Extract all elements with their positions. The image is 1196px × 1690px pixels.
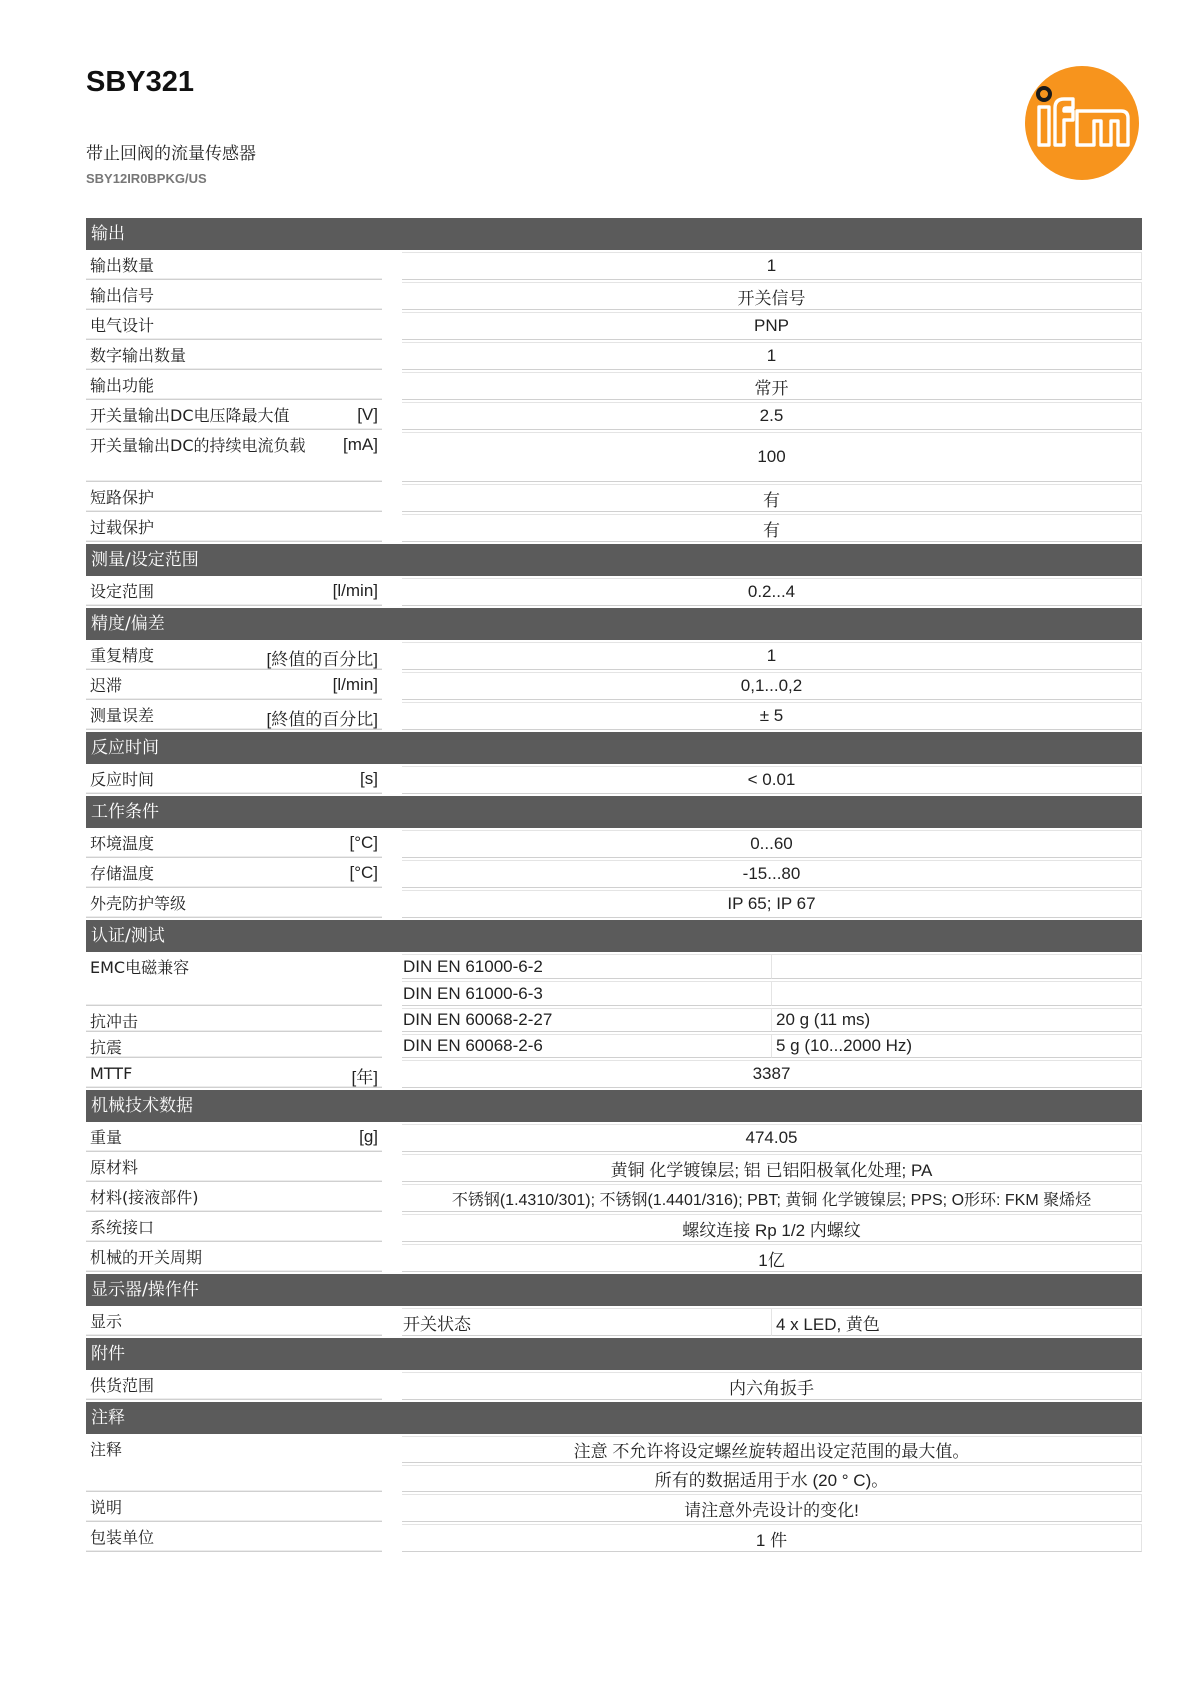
product-code: SBY321: [86, 66, 195, 98]
spec-value: 2.5: [402, 402, 1142, 430]
spec-value: 100: [402, 432, 1142, 482]
spec-row: [86, 252, 1142, 280]
logo-circle: [1025, 66, 1139, 180]
spec-value: 1: [402, 342, 1142, 370]
spec-name: 输出数量: [90, 256, 155, 275]
spec-name: 外壳防护等级: [90, 894, 187, 913]
spec-row: [86, 432, 1142, 482]
spec-name: 系统接口: [90, 1218, 155, 1237]
section-range: 测量/设定范围: [86, 544, 1142, 576]
spec-unit: [年]: [351, 1068, 378, 1087]
spec-unit: [終值的百分比]: [266, 710, 378, 729]
spec-row: [86, 514, 1142, 542]
spec-name: 注释: [90, 1440, 123, 1459]
spec-name: 设定范围: [90, 582, 155, 601]
spec-row: [86, 672, 1142, 700]
note-line: 所有的数据适用于水 (20 ° C)。: [402, 1465, 1142, 1492]
spec-row: [86, 402, 1142, 430]
spec-row: [86, 766, 1142, 794]
spec-value: < 0.01: [402, 766, 1142, 794]
spec-name: 包装单位: [90, 1528, 155, 1547]
spec-value: ± 5: [402, 702, 1142, 730]
spec-row: [86, 372, 1142, 400]
spec-name: 显示: [90, 1312, 123, 1331]
spec-name: 迟滞: [90, 676, 123, 695]
vibration-standard: DIN EN 60068-2-6: [402, 1034, 772, 1058]
spec-row-notes: [86, 1436, 1142, 1492]
spec-row: [86, 642, 1142, 670]
section-output: 输出: [86, 218, 1142, 250]
spec-row: [86, 1214, 1142, 1242]
spec-name: 开关量输出DC电压降最大值: [90, 406, 290, 425]
spec-value: 常开: [402, 372, 1142, 400]
spec-value: -15...80: [402, 860, 1142, 888]
spec-value: PNP: [402, 312, 1142, 340]
note-line: 注意 不允许将设定螺丝旋转超出设定范围的最大值。: [402, 1436, 1142, 1463]
spec-value: IP 65; IP 67: [402, 890, 1142, 918]
section-mechanical: 机械技术数据: [86, 1090, 1142, 1122]
spec-value: 1亿: [402, 1244, 1142, 1272]
display-value: 4 x LED, 黄色: [772, 1308, 1142, 1336]
section-accuracy: 精度/偏差: [86, 608, 1142, 640]
spec-name: 抗冲击: [90, 1012, 139, 1031]
spec-name: 数字输出数量: [90, 346, 187, 365]
section-notes: 注释: [86, 1402, 1142, 1434]
shock-standard: DIN EN 60068-2-27: [402, 1008, 772, 1032]
spec-unit: [°C]: [349, 833, 378, 852]
spec-row: [86, 1244, 1142, 1272]
spec-name: 存储温度: [90, 864, 155, 883]
spec-name: 重复精度: [90, 646, 155, 665]
spec-row: [86, 1494, 1142, 1522]
spec-value: 开关信号: [402, 282, 1142, 310]
spec-name: 重量: [90, 1128, 123, 1147]
spec-row: [86, 1060, 1142, 1088]
spec-row: [86, 578, 1142, 606]
spec-row: [86, 890, 1142, 918]
section-display: 显示器/操作件: [86, 1274, 1142, 1306]
article-number: SBY12IR0BPKG/US: [86, 171, 207, 186]
emc-standard: DIN EN 61000-6-3: [402, 981, 772, 1006]
section-response: 反应时间: [86, 732, 1142, 764]
spec-name: 材料(接液部件): [90, 1188, 199, 1207]
spec-name: 电气设计: [90, 316, 155, 335]
spec-row: [86, 342, 1142, 370]
spec-row: [86, 484, 1142, 512]
spec-name: 抗震: [90, 1038, 123, 1057]
spec-name: 过载保护: [90, 518, 155, 537]
spec-name: 说明: [90, 1498, 123, 1517]
spec-row-vibration: [86, 1034, 1142, 1058]
spec-name: 开关量输出DC的持续电流负载: [90, 436, 306, 455]
display-label: 开关状态: [402, 1308, 772, 1336]
product-description: 带止回阀的流量传感器: [86, 144, 256, 164]
spec-value: 不锈钢(1.4310/301); 不锈钢(1.4401/316); PBT; 黄铜 化学镀镍层; PPS; O形环: FKM 聚烯烃: [402, 1184, 1142, 1212]
spec-value: 0.2...4: [402, 578, 1142, 606]
spec-name: 反应时间: [90, 770, 155, 789]
spec-value: 请注意外壳设计的变化!: [402, 1494, 1142, 1522]
spec-name: 机械的开关周期: [90, 1248, 203, 1267]
spec-unit: [終值的百分比]: [266, 650, 378, 669]
spec-name: 短路保护: [90, 488, 155, 507]
spec-row: [86, 1372, 1142, 1400]
spec-row: [86, 830, 1142, 858]
emc-standard: DIN EN 61000-6-2: [402, 954, 772, 979]
section-conditions: 工作条件: [86, 796, 1142, 828]
spec-row-emc: [86, 954, 1142, 1006]
spec-value: 0,1...0,2: [402, 672, 1142, 700]
spec-row: [86, 1524, 1142, 1552]
spec-row: [86, 282, 1142, 310]
spec-name: EMC电磁兼容: [90, 958, 190, 977]
spec-name: 输出功能: [90, 376, 155, 395]
spec-unit: [l/min]: [332, 581, 378, 600]
spec-unit: [s]: [360, 769, 378, 788]
spec-name: MTTF: [90, 1064, 133, 1083]
spec-row: [86, 1124, 1142, 1152]
section-accessories: 附件: [86, 1338, 1142, 1370]
spec-row-display: [86, 1308, 1142, 1336]
spec-value: 0...60: [402, 830, 1142, 858]
spec-value: 有: [402, 514, 1142, 542]
spec-row: [86, 312, 1142, 340]
spec-value: 内六角扳手: [402, 1372, 1142, 1400]
spec-value: 3387: [402, 1060, 1142, 1088]
spec-row-shock: [86, 1008, 1142, 1032]
spec-name: 测量误差: [90, 706, 155, 725]
spec-unit: [V]: [357, 405, 378, 424]
spec-unit: [g]: [359, 1127, 378, 1146]
spec-name: 输出信号: [90, 286, 155, 305]
spec-value: 474.05: [402, 1124, 1142, 1152]
spec-value: 1 件: [402, 1524, 1142, 1552]
spec-value: 1: [402, 252, 1142, 280]
spec-row: [86, 702, 1142, 730]
spec-name: 供货范围: [90, 1376, 155, 1395]
spec-name: 环境温度: [90, 834, 155, 853]
spec-value: 1: [402, 642, 1142, 670]
spec-row: [86, 860, 1142, 888]
spec-value: 黄铜 化学镀镍层; 铝 已铝阳极氧化处理; PA: [402, 1154, 1142, 1182]
vibration-value: 5 g (10...2000 Hz): [772, 1034, 1142, 1058]
spec-row: [86, 1154, 1142, 1182]
spec-value: 有: [402, 484, 1142, 512]
spec-unit: [mA]: [343, 435, 378, 454]
ifm-logo: [1023, 64, 1141, 182]
section-approvals: 认证/测试: [86, 920, 1142, 952]
spec-unit: [°C]: [349, 863, 378, 882]
shock-value: 20 g (11 ms): [772, 1008, 1142, 1032]
spec-table: [86, 218, 1142, 1554]
spec-row: [86, 1184, 1142, 1212]
spec-unit: [l/min]: [332, 675, 378, 694]
spec-value: 螺纹连接 Rp 1/2 内螺纹: [402, 1214, 1142, 1242]
spec-name: 原材料: [90, 1158, 139, 1177]
